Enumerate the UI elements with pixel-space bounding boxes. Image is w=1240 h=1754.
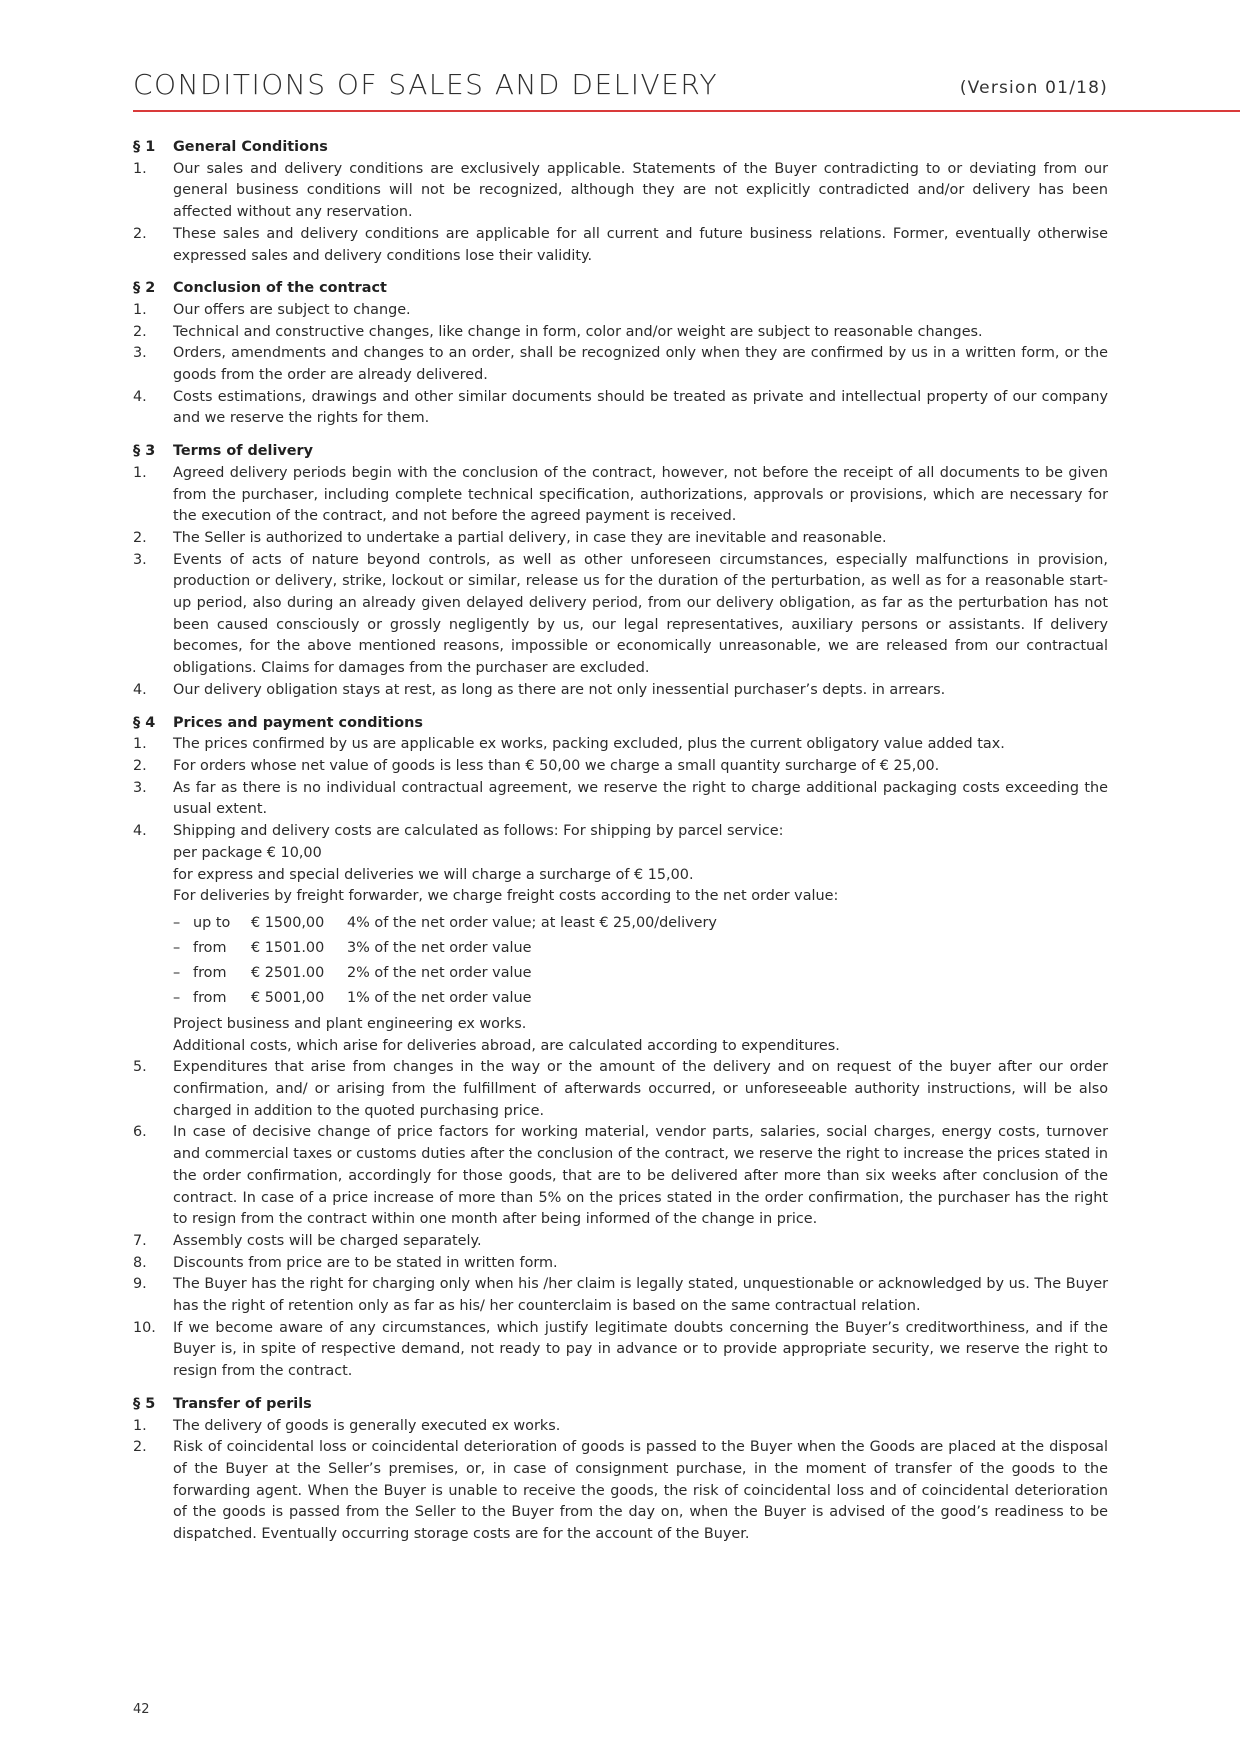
clause [133, 778, 1108, 821]
clause-number: 7. [133, 1232, 147, 1249]
section-title: Prices and payment conditions [173, 714, 423, 731]
clause [133, 756, 1108, 778]
clause-number: 2. [133, 1439, 147, 1456]
clause [133, 300, 1108, 322]
clause-text: The Seller is authorized to undertake a partial delivery, in case they are inevitable and reasonable. [173, 529, 887, 546]
rate-description: 1% of the net order value [347, 989, 532, 1006]
section-title: General Conditions [173, 139, 328, 155]
section-2 [133, 278, 1108, 430]
clause-number: 2. [133, 529, 147, 546]
section-3 [133, 441, 1108, 701]
table-row [173, 936, 717, 961]
clause-number: 3. [133, 551, 147, 568]
shipping-line: Additional costs, which arise for deliveries abroad, are calculated according to expenditures. [173, 1037, 840, 1054]
clause-number: 3. [133, 345, 147, 362]
rate-amount: € 1500,00 [251, 914, 325, 931]
clause-text: Expenditures that arise from changes in the way or the amount of the delivery and on request of the buyer after our order confirmation, and/ or arising from the fulfillment of afterwards occurred, or unforeseeable authority instructions, will be also charged in addition to the quoted purchasing price. [173, 1059, 1108, 1119]
rate-dash: – [173, 914, 181, 931]
clause-number: 10. [133, 1319, 156, 1336]
clause [133, 1253, 1108, 1275]
table-row [173, 986, 717, 1011]
version-label: (Version 01/18) [959, 78, 1108, 98]
clause [133, 387, 1108, 430]
shipping-line: per package € 10,00 [173, 844, 322, 861]
clause-number: 4. [133, 823, 147, 840]
section-title: Transfer of perils [173, 1395, 312, 1412]
clause [133, 1122, 1108, 1231]
clause-number: 1. [133, 1417, 147, 1434]
shipping-line: for express and special deliveries we will charge a surcharge of € 15,00. [173, 866, 694, 883]
clause [133, 528, 1108, 550]
clause-number: 2. [133, 225, 147, 242]
clause [133, 550, 1108, 680]
clause [133, 1437, 1108, 1546]
rate-amount: € 1501.00 [251, 939, 325, 956]
clause [133, 159, 1108, 224]
clause-text: Our sales and delivery conditions are exclusively applicable. Statements of the Buyer contradicting to or deviating from our general business conditions will not be recognized, although they are not explicitly contradicted and/or delivery has been affected without any reservation. [173, 160, 1108, 221]
clause-number: 9. [133, 1276, 147, 1293]
section-number: § 3 [133, 443, 156, 460]
page-number: 42 [133, 1702, 150, 1717]
section-title: Terms of delivery [173, 443, 314, 460]
rate-qualifier: from [193, 939, 227, 956]
clause [133, 1057, 1108, 1122]
clause-text: If we become aware of any circumstances, which justify legitimate doubts concerning the Buyer’s creditworthiness, and if the Buyer is, in spite of respective demand, not ready to pay in advance or to provide appropriate security, we reserve the right to resign from the contract. [173, 1319, 1108, 1380]
table-row [173, 911, 717, 936]
freight-rate-table [173, 911, 717, 1011]
clause [133, 734, 1108, 756]
section-heading [133, 1394, 1108, 1416]
document-title: CONDITIONS OF SALES AND DELIVERY [133, 68, 719, 101]
section-4 [133, 713, 1108, 1383]
clause-text: Assembly costs will be charged separately. [173, 1232, 482, 1249]
clause [133, 322, 1108, 344]
clause-text: In case of decisive change of price factors for working material, vendor parts, salaries, social charges, energy costs, turnover and commercial taxes or customs duties after the conclusion of the contract, we reserve the right to increase the prices stated in the order confirmation, accordingly for those goods, that are to be delivered after more than six weeks after conclusion of the contract. In case of a price increase of more than 5% on the prices stated in the order confirmation, the purchaser has the right to resign from the contract within one month after being informed of the change in price. [173, 1124, 1108, 1228]
clause-text: Technical and constructive changes, like change in form, color and/or weight are subject to reasonable changes. [173, 323, 983, 340]
section-number: § 5 [133, 1395, 156, 1412]
clause-text: For orders whose net value of goods is less than € 50,00 we charge a small quantity surcharge of € 25,00. [173, 757, 940, 774]
clause [133, 1231, 1108, 1253]
clause [133, 1274, 1108, 1317]
clause-body [173, 821, 1108, 1057]
clause-number: 1. [133, 464, 147, 481]
page-header [133, 68, 1108, 108]
clause-number: 6. [133, 1124, 147, 1141]
clause-number: 2. [133, 323, 147, 340]
clause-text: The delivery of goods is generally executed ex works. [173, 1417, 561, 1434]
clause [133, 1416, 1108, 1438]
clause-text: Risk of coincidental loss or coincidental deterioration of goods is passed to the Buyer when the Goods are placed at the disposal of the Buyer at the Seller’s premises, or, in case of consignment purchase, in the moment of transfer of the goods to the forwarding agent. When the Buyer is unable to receive the goods, the risk of coincidental loss and of coincidental deterioration of the goods is passed from the Seller to the Buyer from the day on, when the Buyer is advised of the good’s readiness to be dispatched. Eventually occurring storage costs are for the account of the Buyer. [173, 1439, 1108, 1543]
rate-description: 2% of the net order value [347, 964, 532, 981]
clause-text: Agreed delivery periods begin with the conclusion of the contract, however, not before the receipt of all documents to be given from the purchaser, including complete technical specification, authorizations, approvals or provisions, which are necessary for the execution of the contract, and not before the agreed payment is received. [173, 464, 1108, 525]
shipping-line: Shipping and delivery costs are calculated as follows: For shipping by parcel service: [173, 823, 784, 840]
clause-shipping-costs [133, 821, 1108, 1057]
table-row [173, 961, 717, 986]
rate-dash: – [173, 964, 181, 981]
clause-number: 1. [133, 301, 147, 318]
clause-text: As far as there is no individual contractual agreement, we reserve the right to charge additional packaging costs exceeding the usual extent. [173, 779, 1108, 818]
clause-number: 4. [133, 681, 147, 698]
section-heading [133, 137, 1108, 159]
clause-number: 3. [133, 779, 147, 796]
clause-text: Orders, amendments and changes to an order, shall be recognized only when they are confirmed by us in a written form, or the goods from the order are already delivered. [173, 345, 1108, 384]
clause [133, 224, 1108, 267]
section-heading [133, 278, 1108, 300]
section-number: § 2 [133, 280, 156, 297]
document-body [133, 137, 1108, 1557]
section-heading [133, 713, 1108, 735]
section-number: § 4 [133, 714, 156, 731]
clause-text: The prices confirmed by us are applicable ex works, packing excluded, plus the current obligatory value added tax. [173, 736, 1005, 753]
rate-dash: – [173, 939, 181, 956]
rate-dash: – [173, 989, 181, 1006]
rate-amount: € 5001,00 [251, 989, 325, 1006]
clause-text: Events of acts of nature beyond controls, as well as other unforeseen circumstances, especially malfunctions in provision, production or delivery, strike, lockout or similar, release us for the duration of the perturbation, as well as for a reasonable start-up period, also during an already given delayed delivery period, from our delivery obligation, as far as the perturbation has not been caused consciously or grossly negligently by us, our legal representatives, auxiliary persons or assistants. If delivery becomes, for the above mentioned reasons, impossible or economically unreasonable, we are released from our contractual obligations. Claims for damages from the purchaser are excluded. [173, 551, 1108, 677]
rate-qualifier: up to [193, 914, 231, 931]
section-5 [133, 1394, 1108, 1546]
clause-number: 4. [133, 388, 147, 405]
clause-number: 8. [133, 1254, 147, 1271]
rate-qualifier: from [193, 989, 227, 1006]
rate-qualifier: from [193, 964, 227, 981]
clause-number: 1. [133, 736, 147, 753]
clause-text: Our offers are subject to change. [173, 301, 411, 318]
rate-description: 4% of the net order value; at least € 25,00/delivery [347, 914, 717, 931]
clause-text: These sales and delivery conditions are applicable for all current and future business relations. Former, eventually otherwise expressed sales and delivery conditions lose their validity. [173, 225, 1108, 264]
shipping-line: Project business and plant engineering ex works. [173, 1015, 527, 1032]
clause [133, 1318, 1108, 1383]
clause-number: 5. [133, 1059, 147, 1076]
section-number: § 1 [133, 139, 156, 155]
clause-number: 2. [133, 757, 147, 774]
rate-description: 3% of the net order value [347, 939, 532, 956]
clause-text: Costs estimations, drawings and other similar documents should be treated as private and intellectual property of our company and we reserve the rights for them. [173, 388, 1108, 427]
header-divider [133, 110, 1240, 112]
clause [133, 343, 1108, 386]
clause-number: 1. [133, 160, 147, 177]
clause-text: The Buyer has the right for charging only when his /her claim is legally stated, unquestionable or acknowledged by us. The Buyer has the right of retention only as far as his/ her counterclaim is based on the same contractual relation. [173, 1276, 1108, 1315]
clause-text: Discounts from price are to be stated in written form. [173, 1254, 558, 1271]
section-1 [133, 137, 1108, 267]
section-heading [133, 441, 1108, 463]
clause [133, 463, 1108, 528]
clause [133, 680, 1108, 702]
section-title: Conclusion of the contract [173, 280, 387, 297]
shipping-line: For deliveries by freight forwarder, we charge freight costs according to the net order value: [173, 888, 839, 905]
rate-amount: € 2501.00 [251, 964, 325, 981]
clause-text: Our delivery obligation stays at rest, as long as there are not only inessential purchaser’s depts. in arrears. [173, 681, 946, 698]
